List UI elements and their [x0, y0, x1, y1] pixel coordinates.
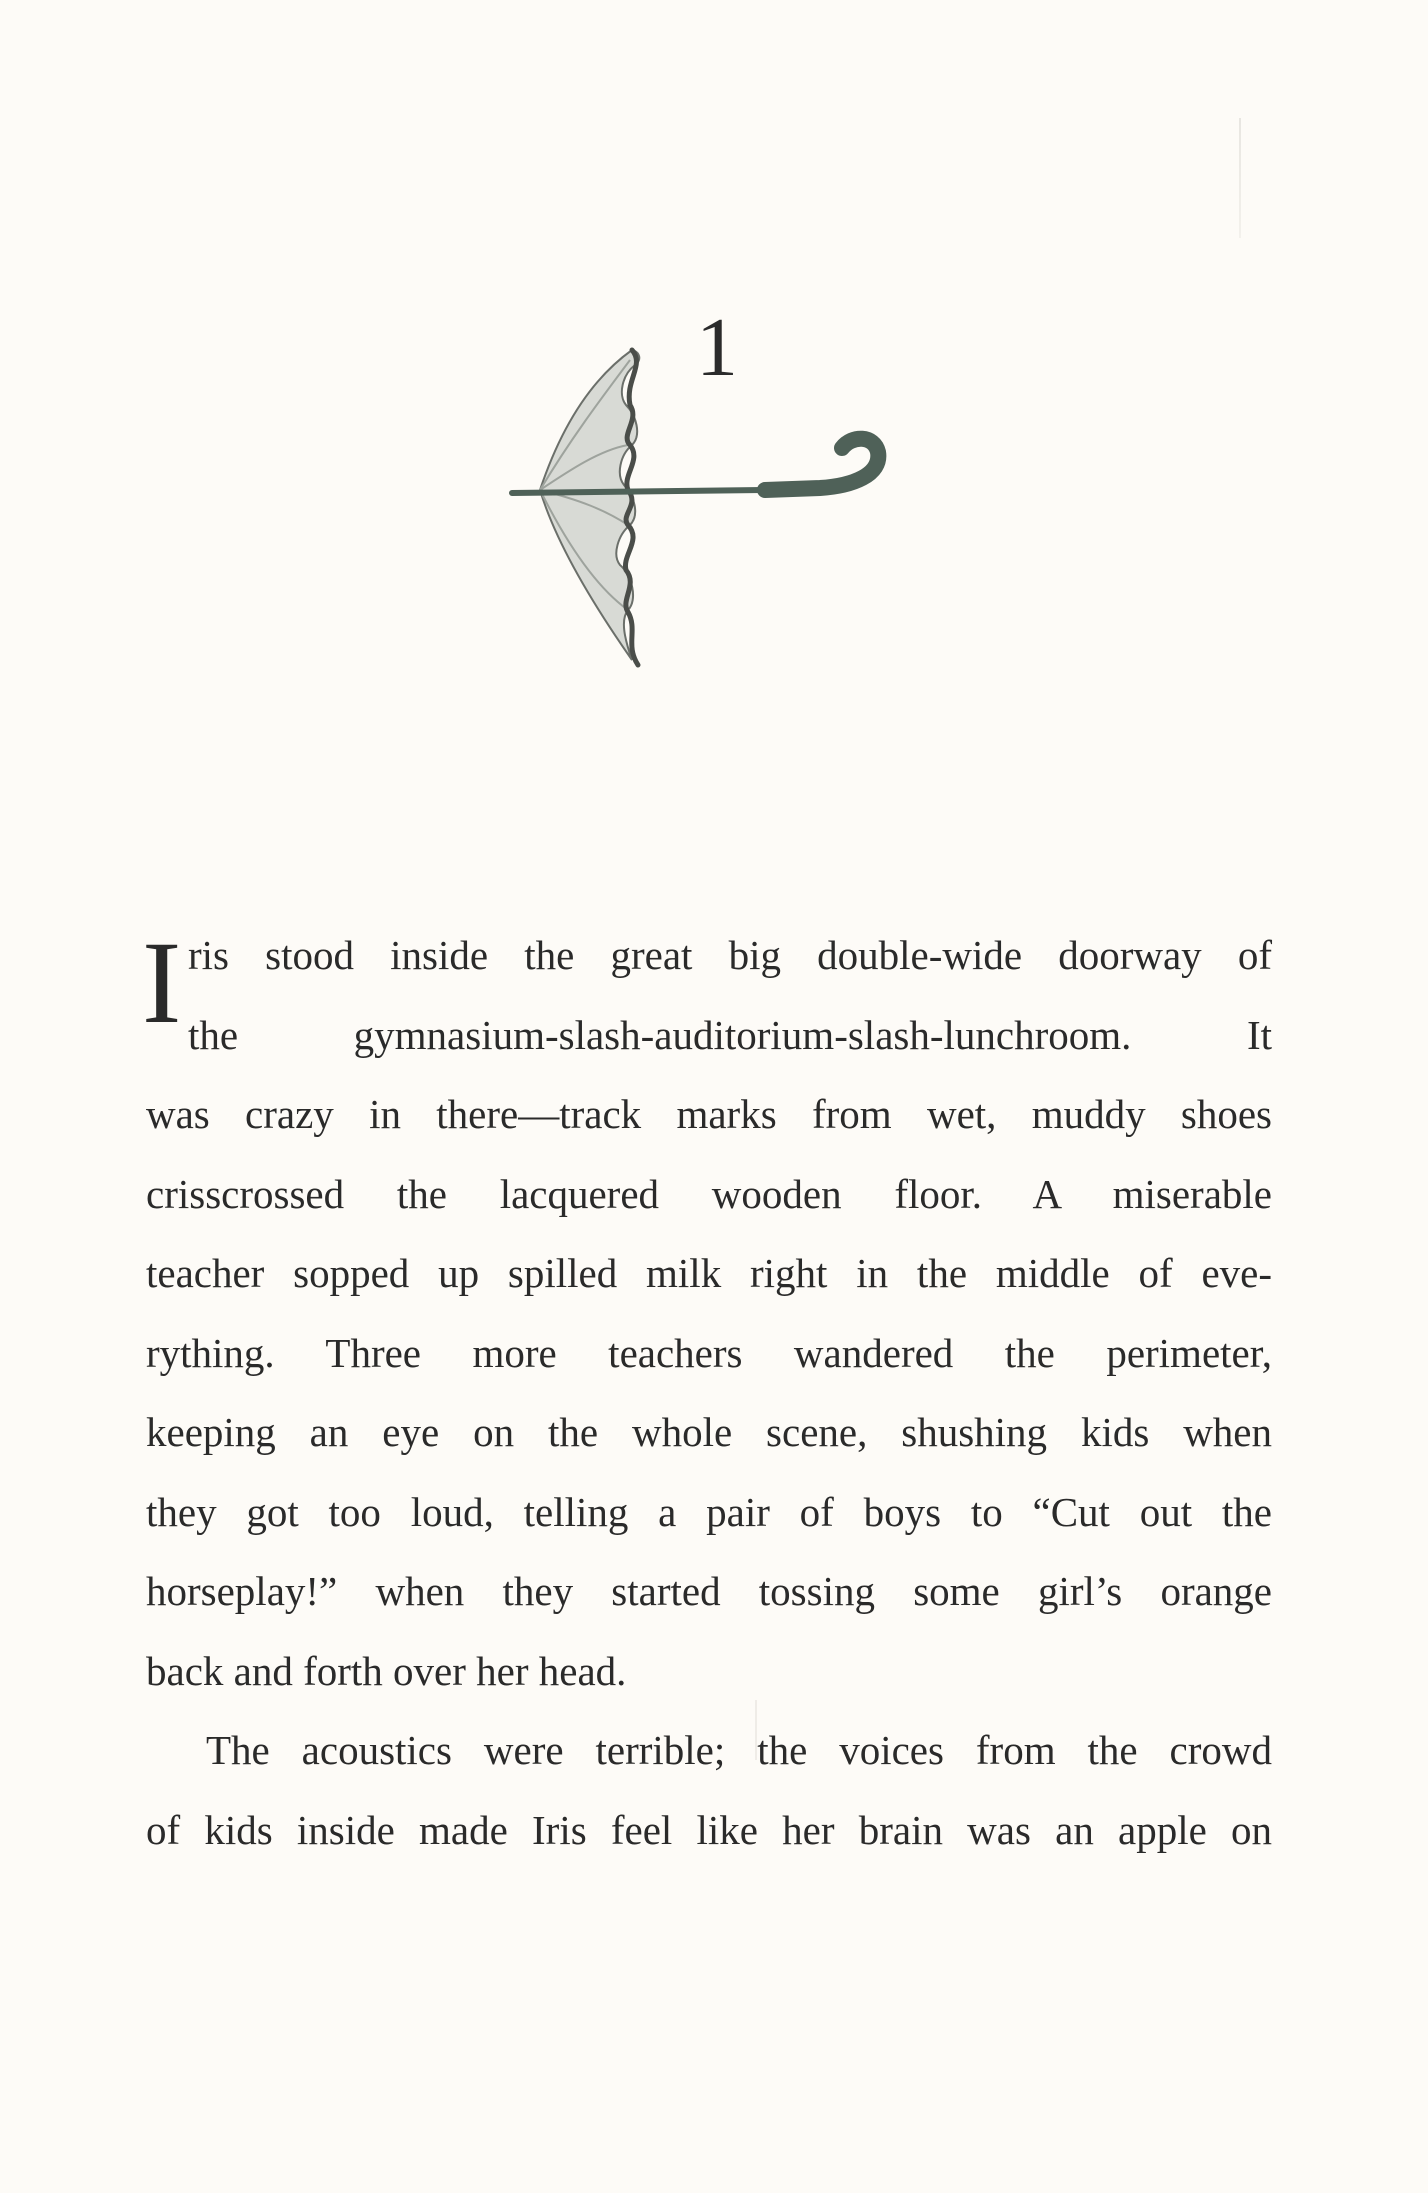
text-line: keeping an eye on the whole scene, shushing kids when [146, 1409, 1272, 1455]
text-line: of kids inside made Iris feel like her brain was an apple on [146, 1806, 1272, 1853]
text-line: they got too loud, telling a pair of boys to “Cut out the [146, 1488, 1272, 1535]
text-line: back and forth over her head. [146, 1647, 627, 1694]
text-line: was crazy in there—track marks from wet, muddy shoes [146, 1091, 1272, 1137]
text-line: The acoustics were terrible; the voices from the crowd [206, 1727, 1272, 1773]
text-line: rything. Three more teachers wandered the perimeter, [146, 1329, 1272, 1376]
text-line: the gymnasium-slash-auditorium-slash-lunchroom. It [188, 1011, 1272, 1058]
text-line: horseplay!” when they started tossing some girl’s orange [146, 1568, 1272, 1614]
chapter-body-text [142, 916, 1272, 1870]
page-scan-mark [1239, 118, 1241, 238]
chapter-number: 1 [696, 301, 738, 394]
drop-cap: I [142, 917, 182, 1048]
text-line: teacher sopped up spilled milk right in the middle of eve- [146, 1250, 1272, 1296]
chapter-heading [500, 301, 900, 680]
text-line-content: ris stood inside the great big double-wide doorway of [188, 932, 1272, 978]
text-line: crisscrossed the lacquered wooden floor. A miserable [146, 1170, 1272, 1217]
